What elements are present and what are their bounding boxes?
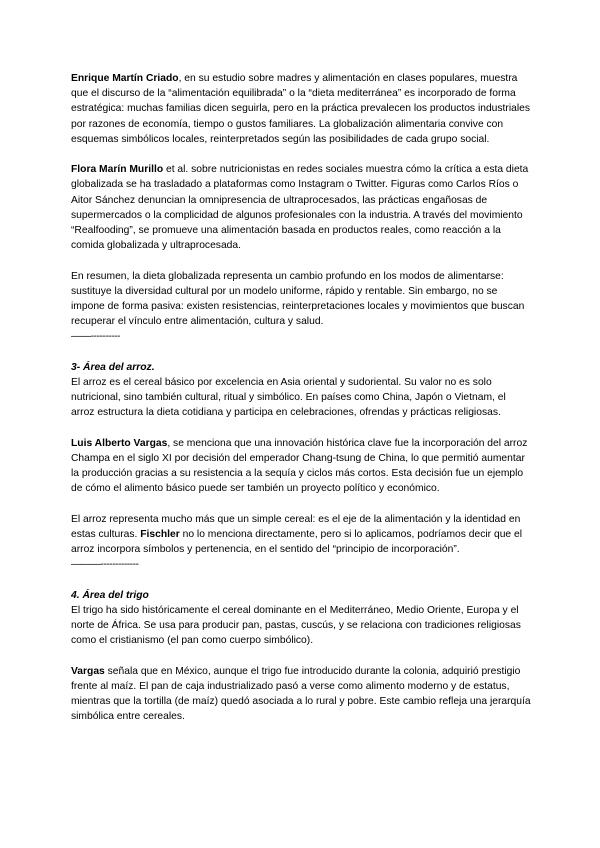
paragraph-text: , en su estudio sobre madres y alimentación en clases populares, muestra que el discurso de la “alimentación equilibrada” o la “dieta mediterránea” es incorporado de forma estratégica: muchas familias dicen seguirla, pero en la práctica prevalecen los productos industriales por razones de economía, tiempo o gustos familiares. La globalización alimentaria convive con esquemas simbólicos locales, reinterpretados según las posibilidades de cada grupo social.: [71, 73, 531, 145]
paragraph-text: señala que en México, aunque el trigo fue introducido durante la colonia, adquirió prestigio frente al maíz. El pan de caja industrializado pasó a verse como alimento moderno y de estatus, mientras que la tortilla (de maíz) quedó asociada a lo rural y pobre. Este cambio refleja una jerarquía simbólica entre cereales.: [71, 665, 531, 723]
paragraph-text: no lo menciona directamente, pero si lo aplicamos, podríamos decir que el arroz incorpora símbolos y pertenencia, en el sentido del “principio de incorporación”.: [71, 529, 523, 556]
document-body: [71, 71, 531, 740]
section-separator: ——----------: [71, 331, 120, 343]
author-name: Enrique Martín Criado: [71, 73, 179, 84]
paragraph-vargas-wheat: [71, 664, 531, 725]
section-separator: ———-------------: [71, 559, 139, 571]
paragraph-rice-intro: [71, 375, 531, 421]
paragraph-text: El arroz es el cereal básico por excelencia en Asia oriental y sudoriental. Su valor no es solo nutricional, sino también cultural, ritual y simbólico. En países como China, Japón o Vietnam, el arroz estructura la dieta cotidiana y participa en celebraciones, ofrendas y prácticas religiosas.: [71, 377, 506, 419]
author-name: Fischler: [140, 529, 180, 541]
author-name: Luis Alberto Vargas: [71, 437, 168, 449]
paragraph-text: , se menciona que una innovación histórica clave fue la incorporación del arroz Champa en el siglo XI por decisión del emperador Chang-tsung de China, lo que permitió aumentar la producción gracias a su resistencia a la sequía y ciclos más cortos. Esta decisión fue un ejemplo de cómo el alimento básico puede ser también un proyecto político y económico.: [71, 437, 528, 495]
author-name: Vargas: [71, 665, 105, 677]
paragraph-martin-criado: [71, 71, 531, 147]
paragraph-rice-identity: [71, 512, 531, 558]
paragraph-wheat-intro: [71, 603, 531, 649]
paragraph-marin-murillo: [71, 162, 531, 253]
paragraph-vargas-rice: [71, 436, 531, 497]
paragraph-summary: [71, 269, 531, 330]
paragraph-text: El trigo ha sido históricamente el cereal dominante en el Mediterráneo, Medio Oriente, Europa y el norte de África. Se usa para producir pan, pastas, cuscús, y se relaciona con tradiciones religiosas como el cristianismo (el pan como cuerpo simbólico).: [71, 605, 521, 647]
author-name: Flora Marín Murillo: [71, 164, 164, 176]
paragraph-text: et al. sobre nutricionistas en redes sociales muestra cómo la crítica a esta dieta globalizada se ha trasladado a plataformas como Instagram o Twitter. Figuras como Carlos Ríos o Aitor Sánchez denuncian la omnipresencia de ultraprocesados, las prácticas engañosas de supermercados o la complicidad de algunos profesionales con la industria. A través del movimiento “Realfooding”, se promueve una alimentación basada en productos reales, como reacción a la comida globalizada y ultraprocesada.: [71, 164, 529, 252]
section-heading-wheat: 4. Área del trigo: [71, 589, 149, 601]
paragraph-text: El arroz representa mucho más que un simple cereal: es el eje de la alimentación y la identidad en estas culturas.: [71, 513, 521, 541]
paragraph-text: En resumen, la dieta globalizada representa un cambio profundo en los modos de alimentarse: sustituye la diversidad cultural por un modelo uniforme, rápido y rentable. Sin embargo, no se impone de forma pasiva: existen resistencias, reinterpretaciones locales y movimientos que buscan recuperar el vínculo entre alimentación, cultura y salud.: [71, 270, 525, 328]
section-heading-rice: 3- Área del arroz.: [71, 361, 155, 373]
